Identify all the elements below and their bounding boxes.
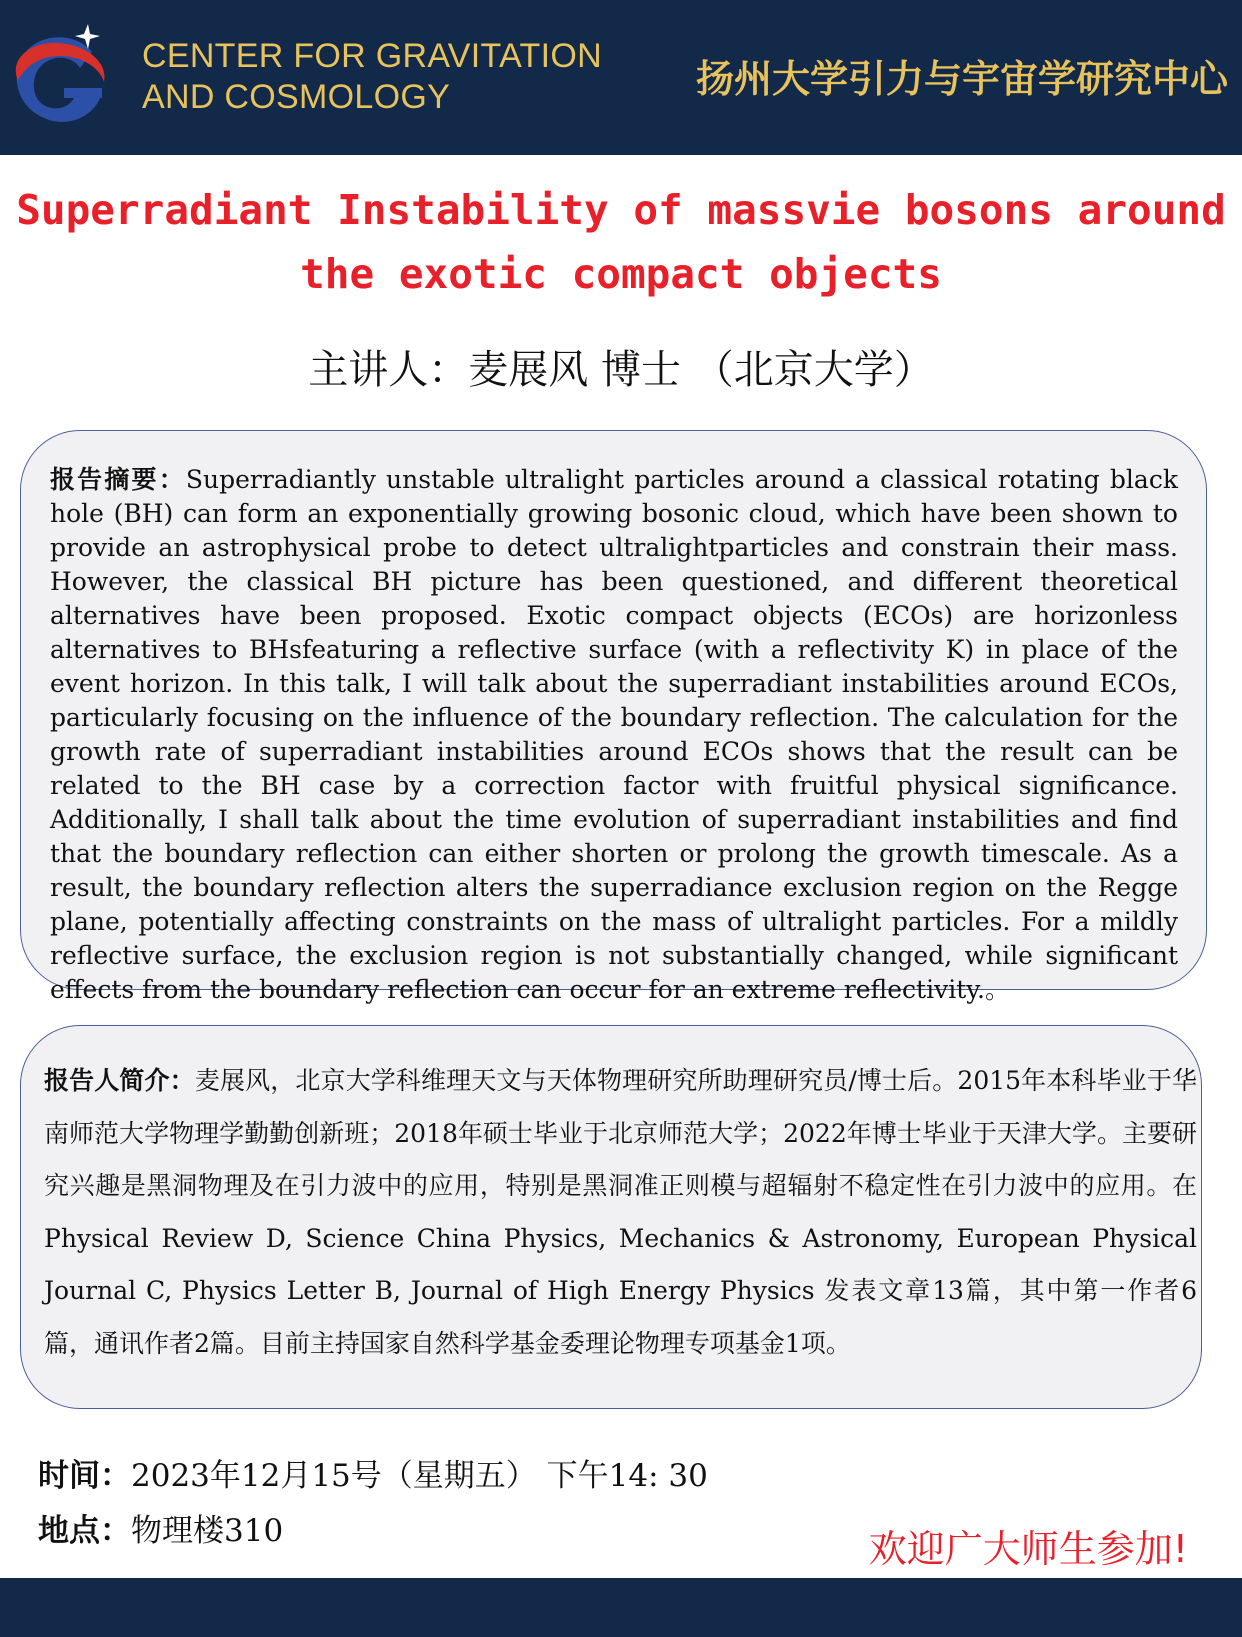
gc-logo-icon bbox=[4, 18, 114, 136]
talk-title-line2: the exotic compact objects bbox=[300, 250, 942, 298]
org-name-cn: 扬州大学引力与宇宙学研究中心 bbox=[695, 56, 1228, 101]
talk-title bbox=[0, 178, 1242, 306]
bio-body: 麦展风，北京大学科维理天文与天体物理研究所助理研究员/博士后。2015年本科毕业于华南师范大学物理学勤勤创新班；2018年硕士毕业于北京师范大学；2022年博士毕业于天津大学。主要研究兴趣是黑洞物理及在引力波中的应用，特别是黑洞准正则模与超辐射不稳定性在引力波中的应用。在Physical Review D, Science China Physics, Mechanics & Astronomy, European Physical Journal C, Physics Letter B, Journal of High Energy Physics 发表文章13篇，其中第一作者6篇，通讯作者2篇。目前主持国家自然科学基金委理论物理专项基金1项。 bbox=[44, 1066, 1197, 1358]
place-label: 地点： bbox=[38, 1513, 131, 1549]
place-info bbox=[38, 1505, 283, 1550]
org-name-en-line2: AND COSMOLOGY bbox=[142, 78, 451, 116]
footer-bar bbox=[0, 1578, 1242, 1637]
abstract-label: 报告摘要： bbox=[50, 465, 186, 494]
bio-label: 报告人简介： bbox=[44, 1066, 195, 1095]
bio-text bbox=[44, 1055, 1197, 1370]
abstract-body: Superradiantly unstable ultralight particles around a classical rotating black hole (BH) can form an exponentially growing bosonic cloud, which have been shown to provide an astrophysical probe to detect ultralightparticles and constrain their mass. However, the classical BH picture has been questioned, and different theoretical alternatives have been proposed. Exotic compact objects (ECOs) are horizonless alternatives to BHsfeaturing a reflective surface (with a reflectivity K) in place of the event horizon. In this talk, I will talk about the superradiant instabilities around ECOs, particularly focusing on the influence of the boundary reflection. The calculation for the growth rate of superradiant instabilities around ECOs shows that the result can be related to the BH case by a correction factor with fruitful physical significance. Additionally, I shall talk about the time evolution of superradiant instabilities and find that the boundary reflection can either shorten or prolong the growth timescale. As a result, the boundary reflection alters the superradiance exclusion region on the Regge plane, potentially affecting constraints on the mass of ultralight particles. For a mildly reflective surface, the exclusion region is not substantially changed, while significant effects from the boundary reflection can occur for an extreme reflectivity.。 bbox=[50, 465, 1178, 1004]
place-value: 物理楼310 bbox=[131, 1513, 284, 1549]
talk-title-line1: Superradiant Instability of massvie bosons around bbox=[16, 186, 1226, 234]
time-value: 2023年12月15号（星期五） 下午14: 30 bbox=[131, 1458, 708, 1494]
welcome-text: 欢迎广大师生参加! bbox=[868, 1527, 1188, 1571]
time-info bbox=[38, 1450, 708, 1495]
org-name-en-line1: CENTER FOR GRAVITATION bbox=[142, 37, 602, 75]
speaker-line: 主讲人：麦展风 博士 （北京大学） bbox=[308, 347, 934, 393]
header-banner bbox=[0, 0, 1242, 155]
org-name-en bbox=[142, 36, 602, 118]
abstract-text bbox=[50, 463, 1178, 1007]
time-label: 时间： bbox=[38, 1458, 131, 1494]
